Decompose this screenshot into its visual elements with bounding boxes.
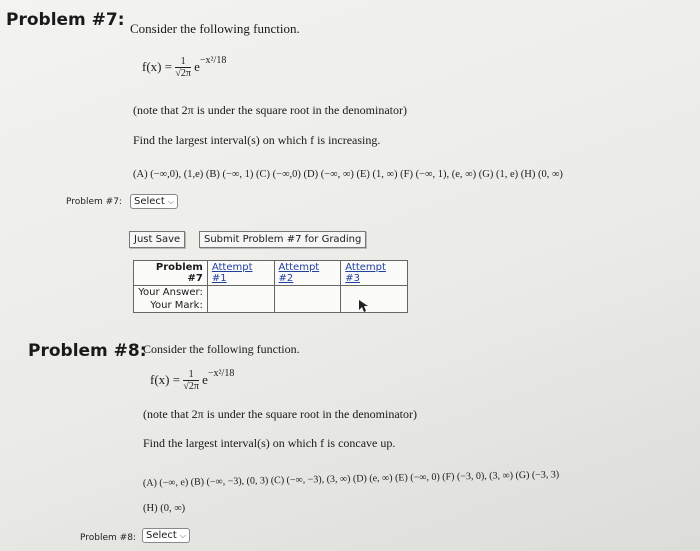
attempt-3-link[interactable]: Attempt #3 [341, 261, 408, 286]
your-answer-label: Your Answer: [134, 286, 208, 300]
formula-lhs: f(x) = [150, 372, 181, 387]
problem-7-question: Find the largest interval(s) on which f is increasing. [133, 133, 381, 147]
table-header-row [134, 261, 408, 286]
select-value: Select [146, 530, 177, 541]
problem-8-row-label: Problem #8: [80, 533, 136, 543]
attempt-1-cell [207, 286, 274, 313]
chevron-down-icon: ⌵ [179, 530, 186, 540]
problem-7-heading: Problem #7: [6, 10, 125, 30]
problem-8-choices-line-1: (A) (−∞, e) (B) (−∞, −3), (0, 3) (C) (−∞, −3), (3, ∞) (D) (e, ∞) (E) (−∞, 0) (F) (−3, 0), (3, ∞) (G) (−3, 3) [142, 469, 560, 489]
attempt-3-cell [341, 286, 408, 313]
problem-7-note: (note that 2π is under the square root in the denominator) [133, 103, 407, 117]
formula-lhs: f(x) = [142, 59, 173, 74]
problem-8-question: Find the largest interval(s) on which f is concave up. [143, 436, 396, 450]
select-value: Select [134, 196, 165, 207]
problem-7-row-label: Problem #7: [66, 197, 122, 207]
problem-7-formula [142, 55, 226, 80]
fraction-numerator: 1 [183, 369, 199, 381]
problem-7-answer-select[interactable] [130, 194, 178, 209]
your-mark-label: Your Mark: [134, 299, 208, 313]
exp-base: e [194, 59, 200, 74]
attempt-2-link[interactable]: Attempt #2 [274, 261, 341, 286]
attempt-1-link[interactable]: Attempt #1 [207, 261, 274, 286]
problem-8-answer-select[interactable] [142, 528, 190, 543]
fraction-denominator: √2π [183, 381, 199, 393]
problem-7-intro: Consider the following function. [130, 21, 300, 36]
fraction-denominator: √2π [175, 68, 191, 80]
table-header-label: Problem #7 [134, 261, 208, 286]
problem-7-choices: (A) (−∞,0), (1,e) (B) (−∞, 1) (C) (−∞,0) (D) (−∞, ∞) (E) (1, ∞) (F) (−∞, 1), (e, ∞) (G) (1, e) (H) (0, ∞) [133, 169, 563, 180]
exponent: −x²/18 [207, 368, 235, 379]
problem-8-note: (note that 2π is under the square root in the denominator) [143, 407, 417, 421]
attempt-2-cell [274, 286, 341, 313]
formula-fraction [175, 56, 191, 80]
exp-base: e [202, 372, 208, 387]
just-save-button[interactable]: Just Save [129, 231, 185, 248]
problem-8-heading: Problem #8: [28, 341, 147, 361]
fraction-numerator: 1 [175, 56, 191, 68]
submit-problem-7-button[interactable]: Submit Problem #7 for Grading [199, 231, 366, 248]
table-row [134, 286, 408, 300]
formula-fraction [183, 369, 199, 393]
chevron-down-icon: ⌵ [167, 196, 174, 206]
problem-8-intro: Consider the following function. [143, 342, 300, 356]
problem-8-formula [150, 368, 234, 393]
exponent: −x²/18 [199, 55, 227, 66]
mouse-cursor-icon [358, 299, 370, 313]
problem-8-choices-line-2: (H) (0, ∞) [143, 503, 186, 514]
